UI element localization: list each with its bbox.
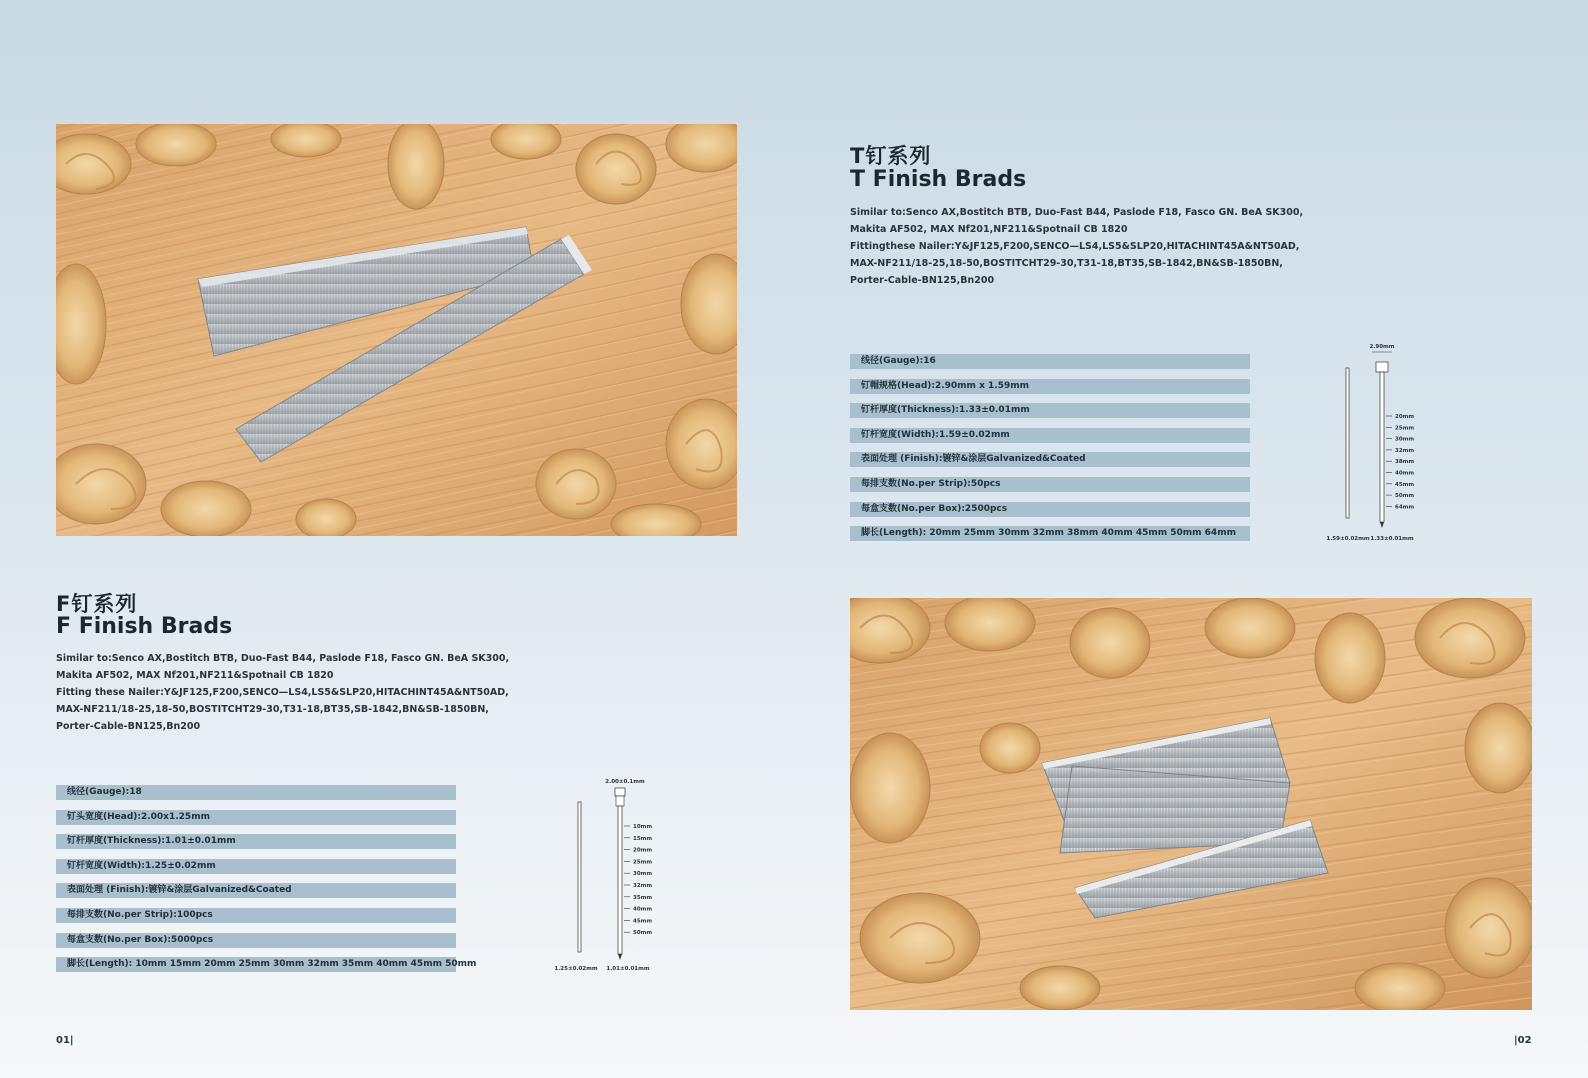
- length-tick-label: 20mm: [633, 847, 653, 854]
- desc-line: MAX-NF211/18-25,18-50,BOSTITCHT29-30,T31-18,BT35,SB-1842,BN&SB-1850BN,: [850, 258, 1283, 269]
- length-tick-label: 45mm: [1395, 481, 1415, 488]
- t-brads-photo: [56, 124, 737, 536]
- f-length-ticks: [624, 824, 652, 936]
- t-series-spec-table: [850, 354, 1250, 551]
- page-number-right: |02: [1514, 1035, 1532, 1046]
- f-series-description: [56, 650, 510, 735]
- length-tick-label: 50mm: [633, 930, 653, 937]
- t-series-description: [850, 204, 1304, 289]
- spec-row-thickness: 钉杆厚度(Thickness):1.33±0.01mm: [850, 403, 1250, 418]
- t-diagram-width-label: 1.59±0.02mm: [1326, 536, 1370, 542]
- desc-line: Porter-Cable-BN125,Bn200: [850, 275, 995, 286]
- spec-row-gauge: 线径(Gauge):16: [850, 354, 1250, 369]
- f-series-title-en: F Finish Brads: [56, 614, 233, 639]
- t-series-title-en: T Finish Brads: [850, 167, 1027, 192]
- t-diagram-thickness-label: 1.33±0.01mm: [1370, 536, 1414, 542]
- length-tick-label: 40mm: [633, 906, 653, 913]
- desc-line: Similar to:Senco AX,Bostitch BTB, Duo-Fast B44, Paslode F18, Fasco GN. BeA SK300,: [56, 653, 510, 664]
- t-length-ticks: [1386, 414, 1414, 510]
- length-tick-label: 30mm: [1395, 436, 1415, 443]
- length-tick-label: 64mm: [1395, 504, 1415, 511]
- nail-head: [615, 788, 625, 796]
- nail-side-view: [578, 802, 581, 952]
- length-tick-label: 25mm: [1395, 425, 1415, 432]
- f-diagram-thickness-label: 1.01±0.01mm: [606, 966, 650, 972]
- spec-row-box: 每盒支数(No.per Box):2500pcs: [850, 502, 1250, 517]
- length-tick-label: 32mm: [633, 883, 653, 889]
- nail-front-view: [618, 806, 622, 954]
- t-series-title-cn: T钉系列: [850, 144, 932, 168]
- nail-tip: [1380, 522, 1384, 528]
- page-number-left: 01|: [56, 1035, 74, 1046]
- f-series-title-cn: F钉系列: [56, 592, 138, 616]
- spec-row-finish: 表面处理 (Finish):镀锌&涂层Galvanized&Coated: [850, 452, 1250, 467]
- desc-line: Fitting these Nailer:Y&JF125,F200,SENCO—LS4,LS5&SLP20,HITACHINT45A&NT50AD,: [56, 687, 509, 698]
- nail-front-view: [1380, 372, 1384, 522]
- spec-row-thickness: 钉杆厚度(Thickness):1.01±0.01mm: [56, 834, 456, 849]
- f-series-spec-table: [56, 785, 477, 982]
- spec-row-length: 脚长(Length): 10mm 15mm 20mm 25mm 30mm 32mm 35mm 40mm 45mm 50mm: [56, 957, 456, 972]
- nail-tip: [618, 954, 622, 960]
- spec-row-head: 钉头宽度(Head):2.00x1.25mm: [56, 810, 456, 825]
- spec-row-head: 钉帽规格(Head):2.90mm x 1.59mm: [850, 379, 1250, 394]
- length-tick-label: 35mm: [633, 894, 653, 901]
- nail-head-collar: [616, 796, 624, 806]
- f-nail-diagram: [550, 776, 680, 980]
- desc-line: Similar to:Senco AX,Bostitch BTB, Duo-Fast B44, Paslode F18, Fasco GN. BeA SK300,: [850, 207, 1304, 218]
- f-brads-photo: [850, 598, 1532, 1010]
- f-diagram-head-label: 2.00±0.1mm: [605, 779, 645, 785]
- t-nail-diagram: [1320, 340, 1440, 554]
- desc-line: Makita AF502, MAX Nf201,NF211&Spotnail CB 1820: [56, 670, 334, 681]
- nail-head: [1376, 362, 1388, 372]
- spec-row-width: 钉杆宽度(Width):1.25±0.02mm: [56, 859, 456, 874]
- nail-side-view: [1346, 368, 1349, 518]
- spec-row-strip: 每排支数(No.per Strip):100pcs: [56, 908, 456, 923]
- length-tick-label: 38mm: [1395, 459, 1415, 466]
- length-tick-label: 10mm: [633, 824, 653, 830]
- desc-line: Porter-Cable-BN125,Bn200: [56, 721, 201, 732]
- spec-row-finish: 表面处理 (Finish):镀锌&涂层Galvanized&Coated: [56, 883, 456, 898]
- spec-row-gauge: 线径(Gauge):18: [56, 785, 456, 800]
- length-tick-label: 30mm: [633, 871, 653, 878]
- t-diagram-head-label: 2.90mm: [1369, 344, 1395, 350]
- f-diagram-width-label: 1.25±0.02mm: [554, 966, 598, 972]
- desc-line: Makita AF502, MAX Nf201,NF211&Spotnail CB 1820: [850, 224, 1128, 235]
- spec-row-strip: 每排支数(No.per Strip):50pcs: [850, 477, 1250, 492]
- length-tick-label: 25mm: [633, 859, 653, 866]
- length-tick-label: 50mm: [1395, 493, 1415, 500]
- length-tick-label: 20mm: [1395, 414, 1415, 420]
- length-tick-label: 45mm: [633, 918, 653, 925]
- length-tick-label: 15mm: [633, 835, 653, 842]
- desc-line: MAX-NF211/18-25,18-50,BOSTITCHT29-30,T31-18,BT35,SB-1842,BN&SB-1850BN,: [56, 704, 489, 715]
- length-tick-label: 40mm: [1395, 470, 1415, 477]
- desc-line: Fittingthese Nailer:Y&JF125,F200,SENCO—LS4,LS5&SLP20,HITACHINT45A&NT50AD,: [850, 241, 1300, 252]
- spec-row-width: 钉杆宽度(Width):1.59±0.02mm: [850, 428, 1250, 443]
- spec-row-box: 每盒支数(No.per Box):5000pcs: [56, 933, 456, 948]
- spec-row-length: 脚长(Length): 20mm 25mm 30mm 32mm 38mm 40mm 45mm 50mm 64mm: [850, 526, 1250, 541]
- length-tick-label: 32mm: [1395, 447, 1415, 454]
